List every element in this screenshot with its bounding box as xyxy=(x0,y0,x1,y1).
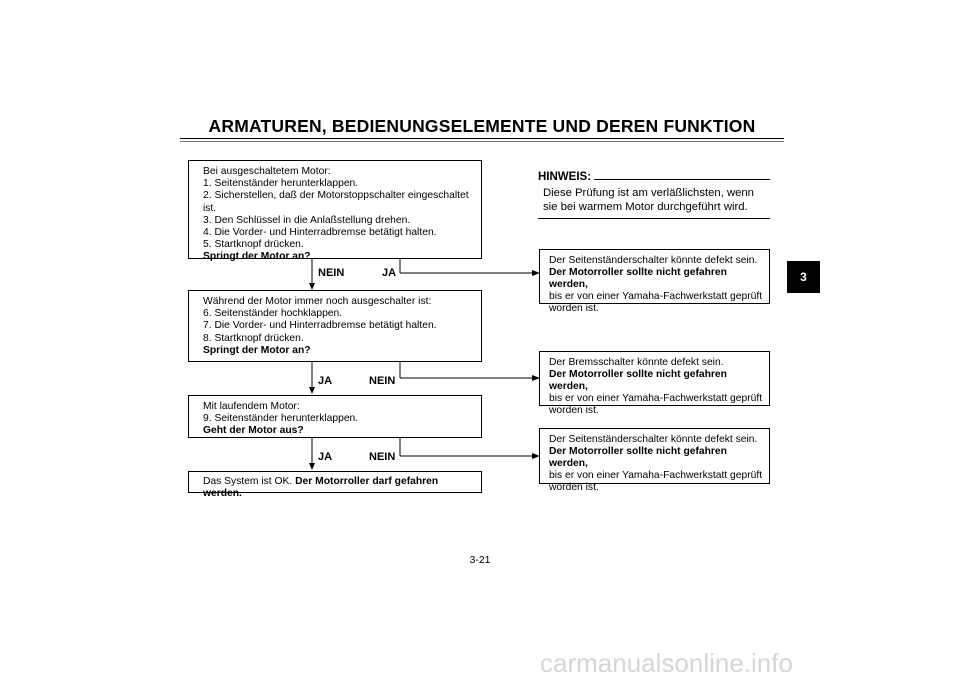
step-3-line: Mit laufendem Motor: xyxy=(203,401,300,412)
branch-3-down-label: JA xyxy=(318,451,333,463)
step-2-question: Springt der Motor an? xyxy=(203,344,311,356)
final-status-text: Das System ist OK. xyxy=(203,476,296,487)
watermark: carmanualsonline.info xyxy=(540,648,793,678)
step-2-line: 6. Seitenständer hochklappen. xyxy=(203,308,343,320)
branch-2-down-label: JA xyxy=(318,375,333,387)
page-number: 3-21 xyxy=(469,554,491,566)
result-1-warning: Der Motorroller sollte nicht gefahren werden, xyxy=(549,267,727,291)
result-2-line: bis er von einer Yamaha-Fachwerkstatt geprüft xyxy=(549,393,763,405)
step-3-question: Geht der Motor aus? xyxy=(203,425,304,437)
result-2-line: worden ist. xyxy=(549,405,599,417)
note-title: HINWEIS: xyxy=(538,171,592,183)
step-box-final xyxy=(188,471,482,500)
step-1-line: 4. Die Vorder- und Hinterradbremse betätigt halten. xyxy=(203,227,437,239)
step-1-question: Springt der Motor an? xyxy=(203,251,311,263)
result-3-warning: Der Motorroller sollte nicht gefahren werden, xyxy=(549,446,727,470)
step-3-line: 9. Seitenständer herunterklappen. xyxy=(203,413,359,425)
step-1-line: Bei ausgeschaltetem Motor: xyxy=(203,166,331,177)
page-title: ARMATUREN, BEDIENUNGSELEMENTE UND DEREN FUNKTION xyxy=(208,116,756,136)
branch-1-right-label: JA xyxy=(382,267,397,279)
step-box-3 xyxy=(188,395,482,438)
result-1-line: worden ist. xyxy=(549,303,599,315)
result-1-line: Der Seitenständerschalter könnte defekt sein. xyxy=(549,255,758,266)
result-box-2 xyxy=(539,351,770,417)
note-bottom-rule xyxy=(538,218,770,219)
result-box-3 xyxy=(539,428,770,494)
step-box-1 xyxy=(188,160,482,263)
step-box-2 xyxy=(188,290,482,362)
branch-2-right-label: NEIN xyxy=(369,375,396,387)
result-2-line: Der Bremsschalter könnte defekt sein. xyxy=(549,357,724,368)
chapter-tab: 3 xyxy=(787,261,820,293)
final-status-bold: Der Motorroller darf gefahren werden. xyxy=(203,476,439,500)
result-3-line: bis er von einer Yamaha-Fachwerkstatt geprüft xyxy=(549,470,763,482)
step-1-line: 5. Startknopf drücken. xyxy=(203,239,304,251)
result-3-line: Der Seitenständerschalter könnte defekt sein. xyxy=(549,434,758,445)
branch-1-down-label: NEIN xyxy=(318,267,345,279)
result-3-line: worden ist. xyxy=(549,482,599,494)
note-text-line-1: Diese Prüfung ist am verläßlichsten, wenn xyxy=(543,187,754,199)
step-2-line: 7. Die Vorder- und Hinterradbremse betätigt halten. xyxy=(203,320,437,332)
result-2-warning: Der Motorroller sollte nicht gefahren werden, xyxy=(549,369,727,393)
note-text-line-2: sie bei warmem Motor durchgeführt wird. xyxy=(543,201,748,213)
step-1-line: 3. Den Schlüssel in die Anlaßstellung drehen. xyxy=(203,214,411,226)
step-2-line: 8. Startknopf drücken. xyxy=(203,332,304,344)
result-1-line: bis er von einer Yamaha-Fachwerkstatt geprüft xyxy=(549,291,763,303)
result-box-1 xyxy=(539,249,770,315)
note-title-rule xyxy=(594,179,770,180)
branch-3-right-label: NEIN xyxy=(369,451,396,463)
step-1-line: 1. Seitenständer herunterklappen. xyxy=(203,178,359,190)
step-2-line: Während der Motor immer noch ausgeschalter ist: xyxy=(203,296,432,307)
step-1-line: 2. Sicherstellen, daß der Motorstoppschalter eingeschaltet ist. xyxy=(203,190,469,214)
